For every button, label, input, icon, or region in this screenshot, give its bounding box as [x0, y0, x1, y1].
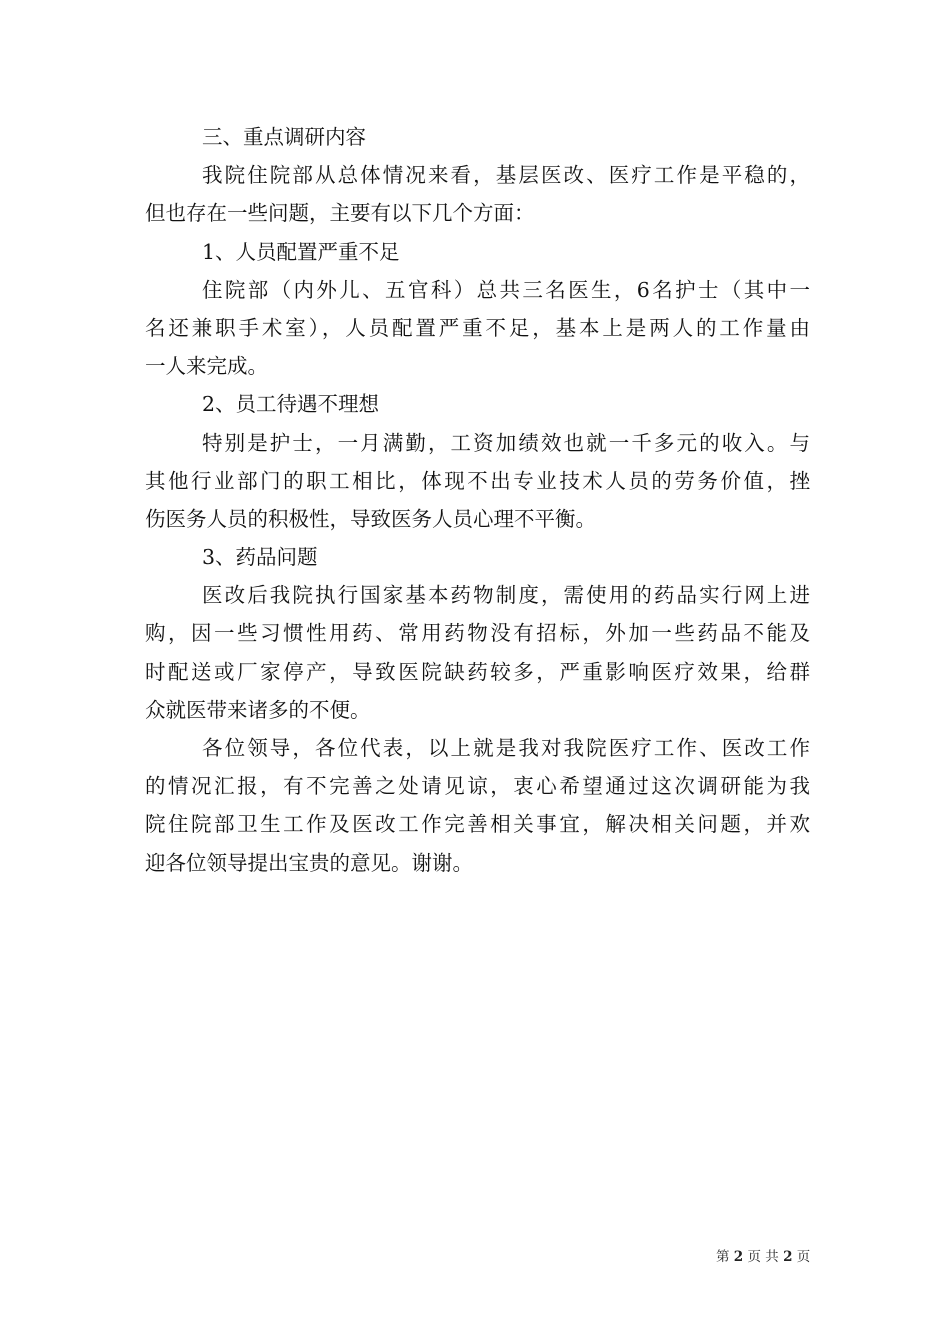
paragraph-line: 我院住院部从总体情况来看，基层医改、医疗工作是平稳的， [202, 163, 810, 188]
item-heading: 2、员工待遇不理想 [202, 392, 380, 417]
paragraph-line: 住院部（内外儿、五官科）总共三名医生，6名护士（其中一 [202, 277, 810, 302]
footer-suffix: 页 [796, 1249, 811, 1265]
footer-prefix: 第 [716, 1249, 730, 1265]
paragraph-line: 医改后我院执行国家基本药物制度，需使用的药品实行网上进 [202, 583, 810, 608]
footer-mid: 页 共 [747, 1249, 779, 1265]
page-footer [716, 1249, 810, 1265]
paragraph-line: 院住院部卫生工作及医改工作完善相关事宜，解决相关问题，并欢 [145, 812, 810, 837]
footer-page-number: 2 [733, 1249, 744, 1265]
paragraph-line: 各位领导，各位代表，以上就是我对我院医疗工作、医改工作 [202, 736, 810, 760]
section-heading: 三、重点调研内容 [202, 125, 366, 149]
paragraph-line: 伤医务人员的积极性，导致医务人员心理不平衡。 [145, 506, 596, 531]
paragraph-line: 但也存在一些问题，主要有以下几个方面： [145, 201, 535, 226]
paragraph-line: 的情况汇报，有不完善之处请见谅，衷心希望通过这次调研能为我 [145, 774, 810, 799]
footer-total-pages: 2 [783, 1249, 793, 1265]
paragraph-line: 购，因一些习惯性用药、常用药物没有招标，外加一些药品不能及 [145, 621, 810, 646]
item-heading: 3、药品问题 [202, 545, 318, 570]
paragraph-line: 特别是护士，一月满勤，工资加绩效也就一千多元的收入。与 [202, 430, 810, 455]
paragraph-line: 众就医带来诸多的不便。 [145, 697, 371, 722]
item-heading: 1、人员配置严重不足 [202, 239, 400, 264]
paragraph-line: 迎各位领导提出宝贵的意见。谢谢。 [145, 850, 473, 875]
document-body [145, 118, 810, 882]
paragraph-line: 时配送或厂家停产，导致医院缺药较多，严重影响医疗效果，给群 [145, 659, 810, 684]
paragraph-line: 一人来完成。 [145, 354, 268, 379]
paragraph-line: 其他行业部门的职工相比，体现不出专业技术人员的劳务价值，挫 [145, 468, 810, 493]
paragraph-line: 名还兼职手术室），人员配置严重不足，基本上是两人的工作量由 [145, 315, 810, 340]
